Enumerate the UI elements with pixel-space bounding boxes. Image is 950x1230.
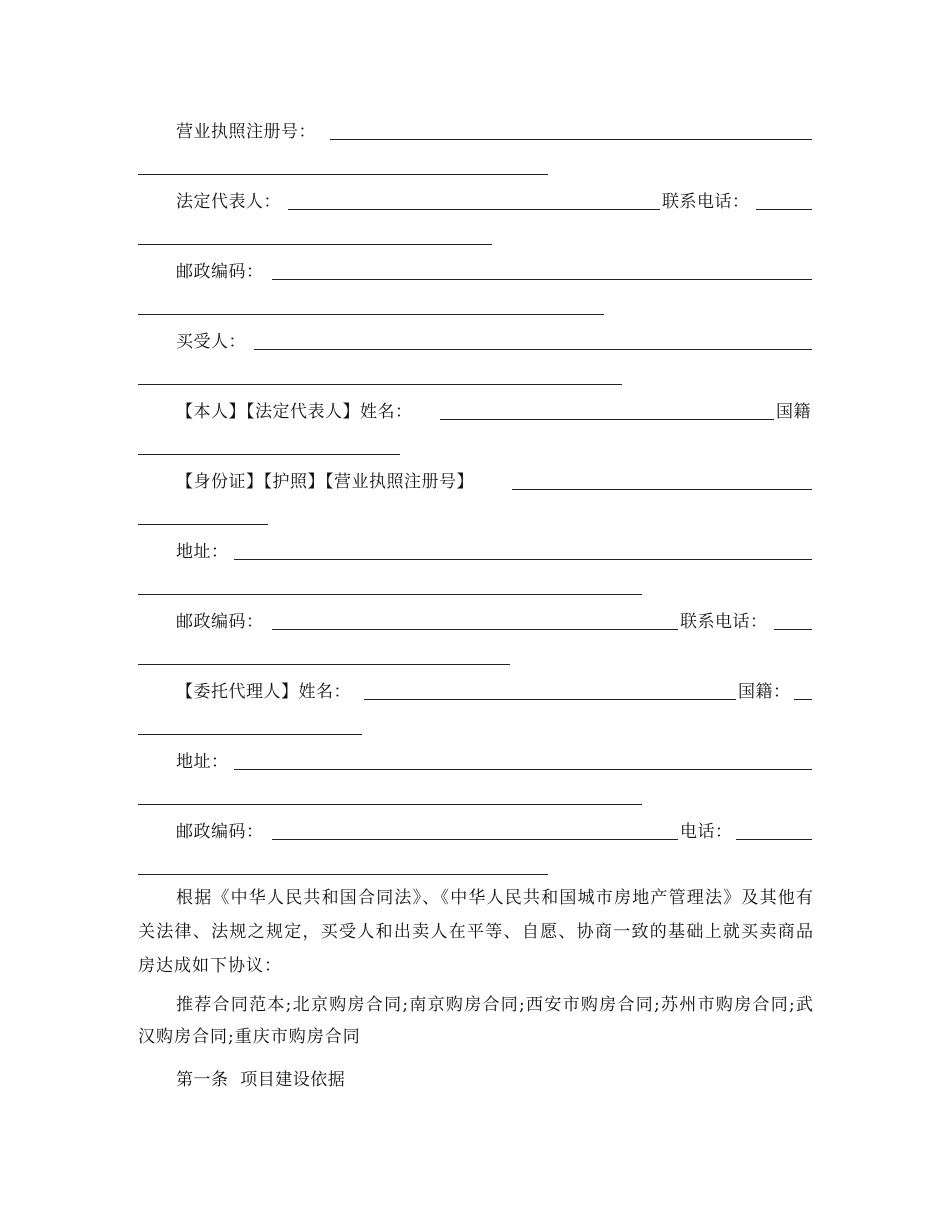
address-field-cont[interactable] xyxy=(138,594,642,595)
buyer-field[interactable] xyxy=(254,349,812,350)
phone-field-cont[interactable] xyxy=(138,874,548,875)
address-field-2[interactable] xyxy=(234,769,812,770)
business-license-field-cont[interactable] xyxy=(138,174,548,175)
recommended-contracts-paragraph: 推荐合同范本;北京购房合同;南京购房合同;西安市购房合同;苏州市购房合同;武汉购房合同;重庆市购房合同 xyxy=(138,995,814,1047)
postal-code-field-2[interactable] xyxy=(272,629,678,630)
business-license-field[interactable] xyxy=(330,139,812,140)
postal-code-field-3[interactable] xyxy=(272,839,678,840)
postal-code-label: 邮政编码： xyxy=(176,262,264,282)
address-label: 地址： xyxy=(176,542,229,562)
agent-name-label: 【委托代理人】姓名： xyxy=(176,682,351,702)
legal-rep-label: 法定代表人： xyxy=(176,192,281,212)
buyer-label: 买受人： xyxy=(176,332,246,352)
buyer-name-label: 【本人】【法定代表人】姓名： xyxy=(176,402,413,422)
contact-phone-label: 联系电话： xyxy=(662,192,750,212)
address-field-2-cont[interactable] xyxy=(138,804,642,805)
postal-code-label-3: 邮政编码： xyxy=(176,822,264,842)
business-license-label: 营业执照注册号： xyxy=(176,122,316,142)
address-label-2: 地址： xyxy=(176,752,229,772)
buyer-name-field[interactable] xyxy=(440,419,774,420)
nationality-label-2: 国籍： xyxy=(738,682,791,702)
contact-phone-field-2-cont[interactable] xyxy=(138,664,510,665)
nationality-field-2[interactable] xyxy=(794,699,812,700)
contact-phone-field-cont[interactable] xyxy=(138,244,492,245)
nationality-field[interactable] xyxy=(138,454,400,455)
buyer-field-cont[interactable] xyxy=(138,384,622,385)
contact-phone-label-2: 联系电话： xyxy=(680,612,768,632)
address-field[interactable] xyxy=(234,559,812,560)
contact-phone-field[interactable] xyxy=(756,209,812,210)
id-number-field[interactable] xyxy=(512,489,812,490)
postal-code-field-cont[interactable] xyxy=(138,314,604,315)
article-1-heading: 第一条 项目建设依据 xyxy=(176,1070,346,1090)
legal-rep-field[interactable] xyxy=(288,209,660,210)
phone-label: 电话： xyxy=(680,822,733,842)
id-type-label: 【身份证】【护照】【营业执照注册号】 xyxy=(176,472,474,492)
agreement-paragraph: 根据《中华人民共和国合同法》、《中华人民共和国城市房地产管理法》及其他有关法律、法规之规定，买受人和出卖人在平等、自愿、协商一致的基础上就买卖商品房达成如下协议： xyxy=(138,888,814,976)
nationality-field-2-cont[interactable] xyxy=(138,734,362,735)
agent-name-field[interactable] xyxy=(364,699,736,700)
nationality-label: 国籍 xyxy=(776,402,811,422)
postal-code-field[interactable] xyxy=(272,279,812,280)
id-number-field-cont[interactable] xyxy=(138,524,268,525)
contact-phone-field-2[interactable] xyxy=(774,629,812,630)
phone-field[interactable] xyxy=(736,839,812,840)
postal-code-label-2: 邮政编码： xyxy=(176,612,264,632)
